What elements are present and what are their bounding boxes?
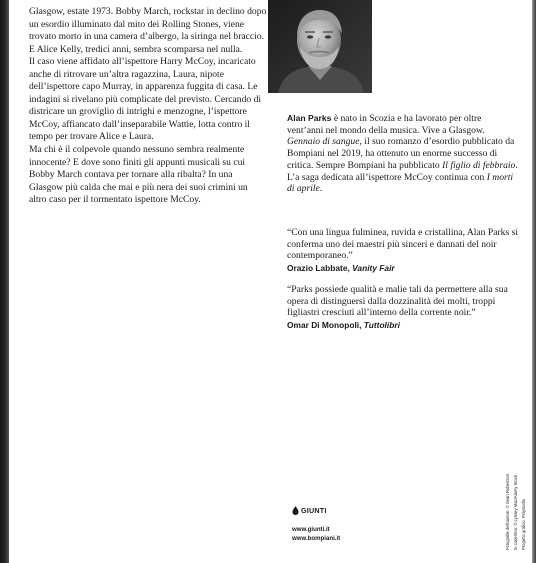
author-portrait-photo bbox=[268, 0, 372, 93]
author-portrait-illustration bbox=[268, 0, 372, 93]
quote-source: Tuttolibri bbox=[363, 319, 400, 330]
book-title: Gennaio di sangue bbox=[287, 136, 360, 148]
credit-line: Fotografie dell’autore: © Sean Robertson bbox=[505, 473, 510, 550]
quote-text: “Con una lingua fulminea, ruvida e cristallina, Alan Parks si conferma uno dei maestri più sinceri e dannati del noir contemporaneo.” bbox=[287, 227, 518, 262]
author-name: Alan Parks bbox=[287, 113, 332, 123]
author-bio bbox=[287, 113, 519, 195]
book-title: I morti di aprile bbox=[287, 171, 514, 195]
publisher-urls bbox=[292, 525, 340, 543]
credit-line: Progetto grafico: Polystudio bbox=[521, 498, 526, 550]
bio-text: . bbox=[319, 183, 323, 195]
review-quote bbox=[287, 227, 523, 274]
credit-line: In copertina: © Lynsey Mac/Alamy Stock bbox=[513, 474, 518, 550]
publisher-name: GIUNTI bbox=[301, 506, 327, 515]
publisher-url[interactable]: www.bompiani.it bbox=[292, 535, 341, 543]
publisher-logo bbox=[292, 506, 327, 515]
quote-text: “Parks possiede qualità e malie tali da permettere alla sua opera di distinguersi dalla dozzinalità dei molti, troppi figliastri cresciuti all’interno della corrente noir.” bbox=[287, 284, 508, 319]
synopsis bbox=[29, 6, 267, 207]
giunti-logo-icon bbox=[292, 506, 299, 515]
quote-attribution bbox=[287, 263, 523, 275]
book-title: Il figlio di febbraio bbox=[442, 159, 516, 171]
bio-text: è nato in Scozia e ha lavorato per oltre vent’anni nel mondo della musica. Vive a Glasgow. bbox=[287, 113, 485, 136]
synopsis-paragraph: Ma chi è il colpevole quando nessuno sembra realmente innocente? E dove sono finiti gli appunti musicali su cui Bobby March contava per tornare alla ribalta? In una Glasgow più calda che mai e più nera dei suoi crimini un altro caso per il tormentato ispettore McCoy. bbox=[29, 144, 248, 206]
publisher-url[interactable]: www.giunti.it bbox=[292, 526, 330, 533]
bio-text: , il suo romanzo d’esordio pubblicato da Bompiani nel 2019, ha ottenuto un enorme successo di critica. Sempre Bompiani ha pubblicato bbox=[287, 136, 515, 171]
synopsis-paragraph: Il caso viene affidato all’ispettore Harry McCoy, incaricato anche di ritrovare un’altra ragazzina, Laura, nipote dell’ispettore capo Murray, in apparenza fuggita di casa. Le indagini si rivelano più complicate del previsto. Cercando di districare un groviglio di intrighi e menzogne, l’ispettore McCoy, affiancato dall’inseparabile Wattie, lotta contro il tempo per trovare Alice e Laura. bbox=[29, 56, 262, 143]
quote-attribution bbox=[287, 320, 523, 332]
quote-source: Vanity Fair bbox=[352, 262, 395, 273]
cover-flap-edge-left bbox=[0, 0, 9, 563]
quote-author: Omar Di Monopoli, bbox=[287, 319, 362, 330]
cover-flap-edge-right bbox=[532, 0, 536, 563]
bio-text: . L’a saga dedicata all’ispettore McCoy continua con bbox=[287, 159, 518, 183]
synopsis-paragraph: Glasgow, estate 1973. Bobby March, rockstar in declino dopo un esordio illuminato dal mito dei Rolling Stones, viene trovato morto in una camera d’albergo, la siringa nel braccio. E Alice Kelly, tredici anni, sembra scomparsa nel nulla. bbox=[29, 6, 267, 55]
image-credits bbox=[502, 470, 532, 550]
quote-author: Orazio Labbate, bbox=[287, 262, 350, 273]
review-quote bbox=[287, 284, 523, 331]
